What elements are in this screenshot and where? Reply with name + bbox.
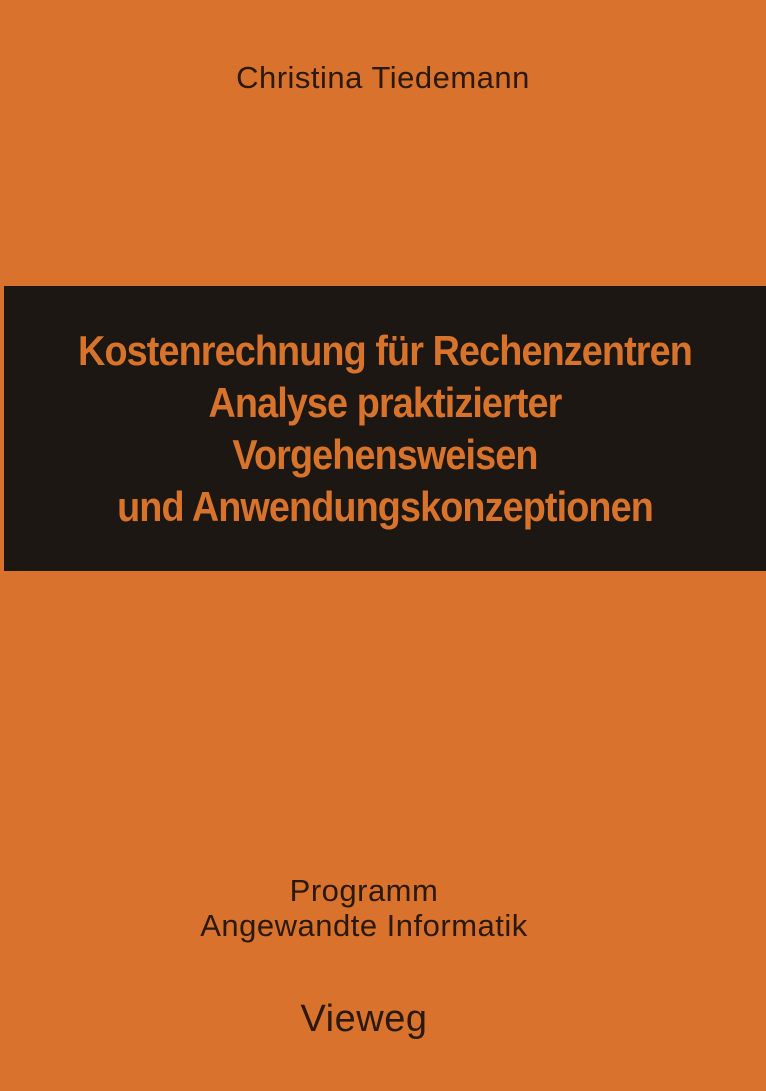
- title-band: [4, 286, 766, 571]
- series-block: [0, 873, 747, 943]
- book-title: [42, 325, 728, 533]
- title-line-4: und Anwendungskonzeptionen: [117, 482, 653, 530]
- series-subtitle: Angewandte Informatik: [200, 908, 528, 943]
- publisher-name: Vieweg: [300, 998, 428, 1040]
- title-line-2: Analyse praktizierter: [208, 378, 562, 426]
- title-line-3: Vorgehensweisen: [232, 430, 538, 478]
- title-line-1: Kostenrechnung für Rechenzentren: [78, 326, 692, 374]
- series-name: Programm: [289, 873, 439, 908]
- author-name: Christina Tiedemann: [236, 60, 530, 95]
